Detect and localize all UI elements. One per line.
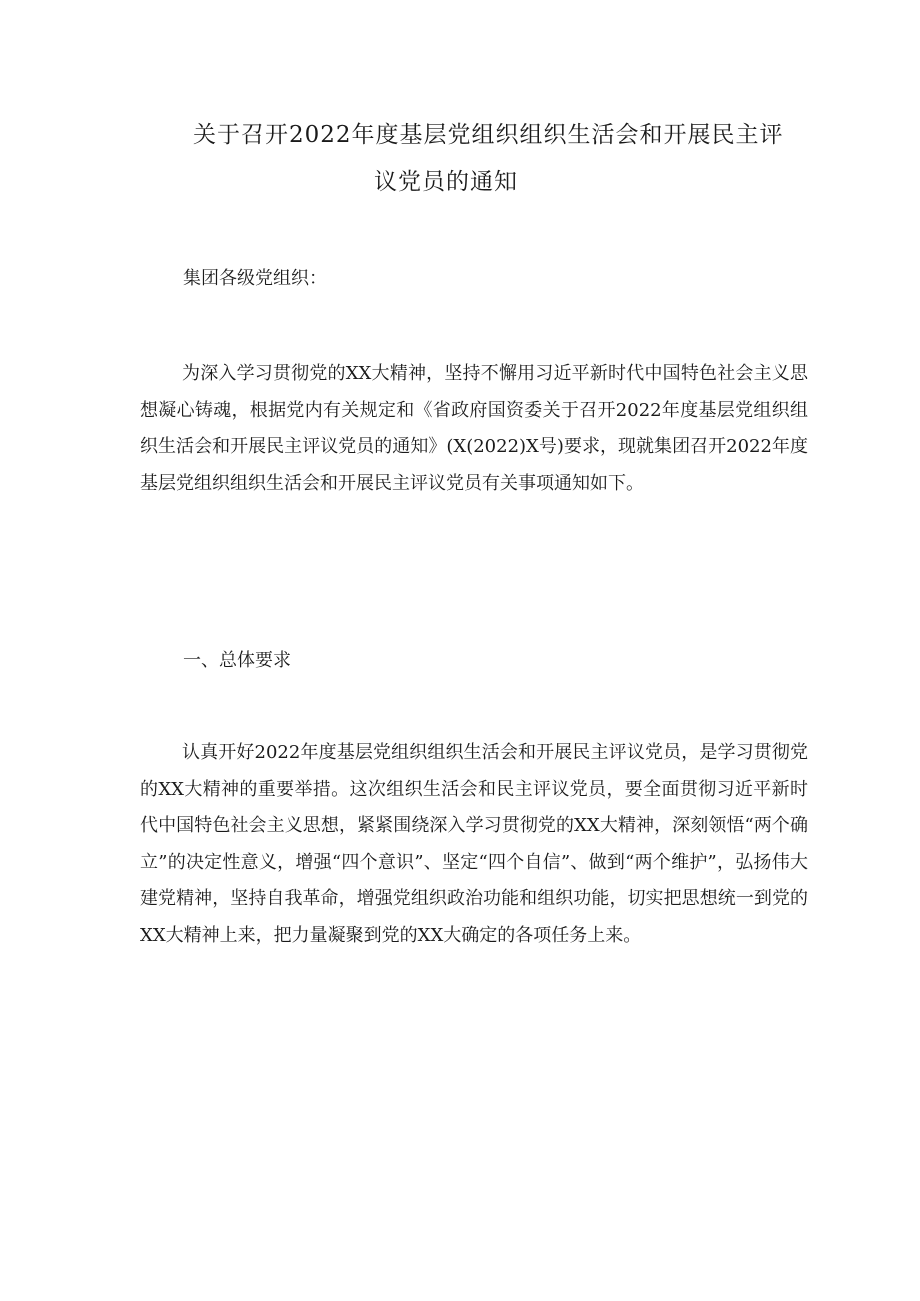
salutation: 集团各级党组织： [183,268,327,289]
document-title-line-1: 关于召开2022年度基层党组织组织生活会和开展民主评 [193,122,784,148]
section-heading-general-requirements: 一、总体要求 [183,650,291,671]
general-requirements-paragraph: 认真开好2022年度基层党组织组织生活会和开展民主评议党员，是学习贯彻党的XX大精神的重要举措。这次组织生活会和民主评议党员，要全面贯彻习近平新时代中国特色社会主义思想，紧紧围绕深入学习贯彻党的XX大精神，深刻领悟“两个确立”的决定性意义，增强“四个意识”、坚定“四个自信”、做到“两个维护”，弘扬伟大建党精神，坚持自我革命，增强党组织政治功能和组织功能，切实把思想统一到党的XX大精神上来，把力量凝聚到党的XX大确定的各项任务上来。 [140,742,808,946]
document-title-line-2: 议党员的通知 [374,169,518,195]
document-title [150,112,830,206]
intro-paragraph: 为深入学习贯彻党的XX大精神，坚持不懈用习近平新时代中国特色社会主义思想凝心铸魂，根据党内有关规定和《省政府国资委关于召开2022年度基层党组织组织生活会和开展民主评议党员的通知》(X(2022)X号)要求，现就集团召开2022年度基层党组织组织生活会和开展民主评议党员有关事项通知如下。 [140,363,808,494]
